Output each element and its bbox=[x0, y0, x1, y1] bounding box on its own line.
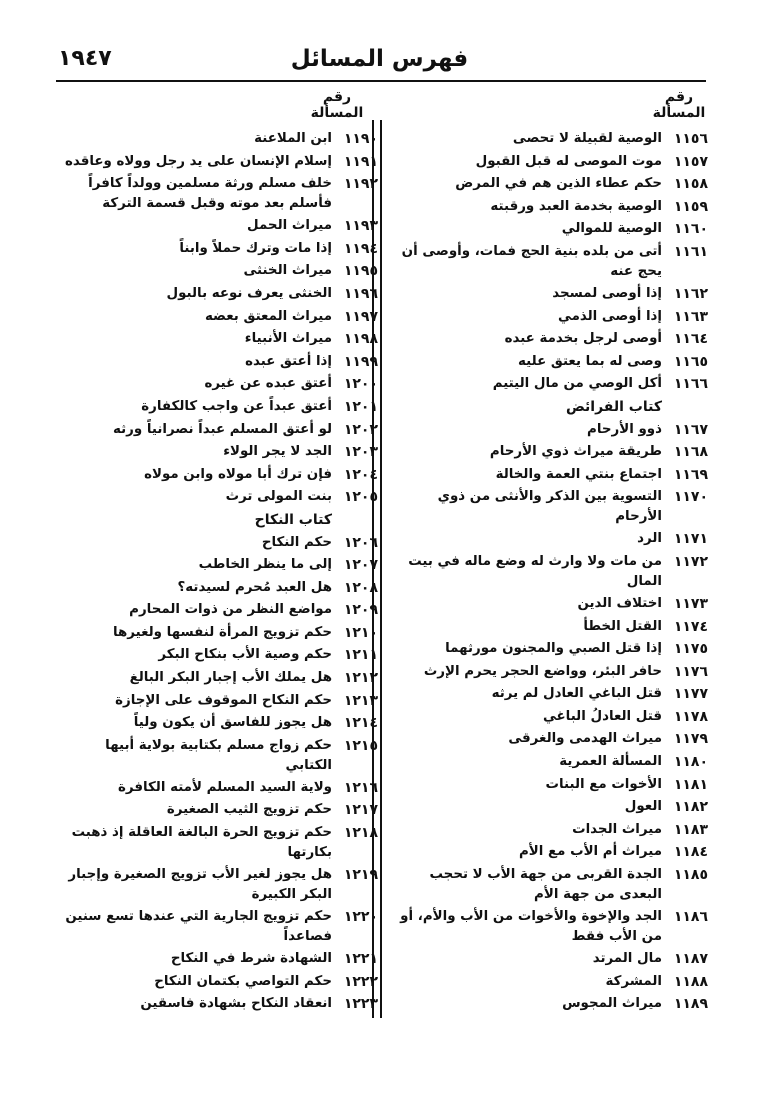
entry-title: التسوية بين الذكر والأنثى من ذوي الأرحام bbox=[437, 489, 662, 525]
entry-title: هل يجوز لغير الأب تزويج الصغيرة وإجبار البكر الكبيرة bbox=[68, 867, 332, 903]
right-index-column bbox=[392, 128, 708, 1016]
entry-title: إذا مات وترك حملاً وابناً bbox=[179, 240, 332, 256]
entry-title: الشهادة شرط في النكاح bbox=[170, 951, 332, 967]
index-entry bbox=[392, 864, 708, 906]
entry-number: ١١٦٧ bbox=[673, 421, 708, 438]
entry-number: ١٢١٢ bbox=[343, 670, 378, 687]
entry-number: ١١٩٨ bbox=[343, 331, 378, 348]
index-entry bbox=[392, 173, 708, 196]
index-entry bbox=[62, 777, 378, 800]
entry-number: ١٢١٧ bbox=[343, 802, 378, 819]
entry-number: ١٢٠٠ bbox=[343, 376, 378, 393]
entry-title: حكم تزويج الثيب الصغيرة bbox=[166, 802, 332, 818]
index-entry bbox=[62, 622, 378, 645]
index-entry bbox=[62, 351, 378, 374]
index-entry bbox=[62, 735, 378, 777]
entry-number: ١١٩٠ bbox=[343, 131, 378, 147]
entry-number: ١٢١٥ bbox=[343, 737, 378, 754]
entry-number: ١٢٢٢ bbox=[343, 973, 378, 990]
entry-title: بنت المولى ترث bbox=[225, 489, 332, 505]
entry-number: ١٢٢١ bbox=[343, 951, 378, 968]
entry-number: ١١٦٤ bbox=[673, 331, 708, 348]
entry-title: ابن الملاعنة bbox=[254, 131, 332, 146]
index-entry bbox=[62, 260, 378, 283]
entry-number: ١١٦١ bbox=[673, 243, 708, 260]
entry-title: أوصى لرجل بخدمة عبده bbox=[504, 331, 662, 347]
index-entry bbox=[392, 306, 708, 329]
entry-number: ١١٩٧ bbox=[343, 308, 378, 325]
entry-title: أكل الوصي من مال اليتيم bbox=[492, 376, 662, 392]
entry-title: إذا أوصى لمسجد bbox=[552, 285, 662, 301]
index-entry bbox=[62, 690, 378, 713]
entry-number: ١١٧٨ bbox=[673, 708, 708, 725]
entry-title: حكم عطاء الذين هم في المرض bbox=[455, 176, 662, 192]
index-entry bbox=[62, 238, 378, 261]
index-entry bbox=[62, 577, 378, 600]
entry-number: ١١٦٨ bbox=[673, 444, 708, 461]
index-entry bbox=[62, 799, 378, 822]
column-divider-outer bbox=[380, 120, 382, 1018]
index-entry bbox=[392, 196, 708, 219]
entry-title: إسلام الإنسان على يد رجل وولاه وعاقده bbox=[64, 153, 332, 169]
entry-title: وصى له بما يعتق عليه bbox=[518, 353, 662, 369]
entry-title: هل يملك الأب إجبار البكر البالغ bbox=[129, 670, 332, 686]
entry-number: ١١٨٨ bbox=[673, 973, 708, 990]
entry-number: ١١٥٦ bbox=[673, 131, 708, 147]
index-entry bbox=[62, 644, 378, 667]
index-entry bbox=[392, 906, 708, 948]
entry-title: خلف مسلم ورثة مسلمين وولداً كافراً فأسلم بعد موته وقبل قسمة التركة bbox=[88, 176, 332, 212]
index-entry bbox=[62, 948, 378, 971]
entry-number: ١٢٠٨ bbox=[343, 579, 378, 596]
entry-title: فإن ترك أبا مولاه وابن مولاه bbox=[144, 466, 332, 482]
index-entry bbox=[392, 728, 708, 751]
entry-number: ١١٨١ bbox=[673, 776, 708, 793]
entry-title: لو أعتق المسلم عبداً نصرانياً ورثه bbox=[113, 421, 332, 437]
index-entry bbox=[62, 599, 378, 622]
index-entry bbox=[392, 441, 708, 464]
index-entry bbox=[392, 706, 708, 729]
entry-number: ١١٥٨ bbox=[673, 176, 708, 193]
entry-title: أتى من بلده بنية الحج فمات، وأوصى أن يحج عنه bbox=[401, 243, 662, 279]
right-column-number-label: رقم المسألة bbox=[652, 89, 706, 121]
entry-title: الوصية بخدمة العبد ورقبته bbox=[490, 198, 662, 214]
index-entry bbox=[62, 373, 378, 396]
page-title: فهرس المسائل bbox=[290, 46, 469, 72]
entry-number: ١٢٠٥ bbox=[343, 489, 378, 506]
section-heading: كتاب الفرائض bbox=[565, 398, 662, 415]
entry-number: ١١٦٣ bbox=[673, 308, 708, 325]
entry-title: الوصية لقبيلة لا تحصى bbox=[512, 131, 662, 146]
index-entry bbox=[62, 993, 378, 1016]
entry-number: ١٢١٨ bbox=[343, 825, 378, 842]
entry-number: ١٢٢٠ bbox=[343, 909, 378, 926]
index-entry bbox=[392, 819, 708, 842]
index-entry bbox=[62, 419, 378, 442]
entry-title: مواضع النظر من ذوات المحارم bbox=[129, 602, 332, 618]
entry-number: ١٢٠٦ bbox=[343, 534, 378, 551]
index-entry bbox=[62, 173, 378, 215]
index-entry bbox=[392, 638, 708, 661]
entry-title: موت الموصى له قبل القبول bbox=[475, 153, 662, 169]
entry-title: حكم زواج مسلم بكتابية بولاية أبيها الكتابي bbox=[105, 737, 332, 773]
entry-title: إذا أوصى الذمي bbox=[558, 308, 662, 324]
entry-number: ١١٧٩ bbox=[673, 731, 708, 748]
index-entry bbox=[62, 822, 378, 864]
entry-number: ١١٨٥ bbox=[673, 867, 708, 884]
index-entry bbox=[392, 241, 708, 283]
index-entry bbox=[62, 486, 378, 509]
index-entry bbox=[392, 151, 708, 174]
entry-number: ١١٧٠ bbox=[673, 489, 708, 506]
entry-number: ١١٧٧ bbox=[673, 686, 708, 703]
index-entry bbox=[392, 948, 708, 971]
index-entry bbox=[62, 971, 378, 994]
entry-title: المشركة bbox=[605, 973, 662, 989]
entry-number: ١١٧٦ bbox=[673, 663, 708, 680]
entry-title: اجتماع بنتي العمة والخالة bbox=[495, 466, 662, 482]
index-entry bbox=[392, 373, 708, 396]
index-entry bbox=[62, 151, 378, 174]
index-entry bbox=[62, 283, 378, 306]
index-entry bbox=[392, 593, 708, 616]
entry-number: ١١٨٤ bbox=[673, 844, 708, 861]
index-entry bbox=[62, 128, 378, 151]
header-rule bbox=[56, 80, 706, 82]
entry-title: حكم تزويج الحرة البالغة العاقلة إذ ذهبت بكارتها bbox=[71, 825, 332, 861]
entry-title: الجد والإخوة والأخوات من الأب والأم، أو من الأب فقط bbox=[400, 909, 662, 945]
entry-title: الجد لا يجر الولاء bbox=[223, 444, 332, 460]
entry-number: ١٢٢٣ bbox=[343, 996, 378, 1013]
index-entry bbox=[62, 306, 378, 329]
entry-number: ١١٩٦ bbox=[343, 285, 378, 302]
entry-title: القتل الخطأ bbox=[583, 618, 662, 634]
entry-title: قتل العادلُ الباغي bbox=[542, 708, 662, 724]
index-entry bbox=[62, 215, 378, 238]
entry-number: ١١٨٩ bbox=[673, 996, 708, 1013]
entry-title: حكم النكاح bbox=[261, 534, 332, 550]
index-entry bbox=[62, 554, 378, 577]
entry-number: ١١٧٥ bbox=[673, 641, 708, 658]
entry-title: ذوو الأرحام bbox=[587, 421, 662, 437]
entry-title: الوصية للموالي bbox=[561, 221, 662, 237]
index-entry bbox=[392, 751, 708, 774]
entry-number: ١١٥٩ bbox=[673, 198, 708, 215]
index-entry bbox=[392, 328, 708, 351]
entry-title: ميراث الأنبياء bbox=[244, 331, 332, 347]
entry-number: ١٢١٩ bbox=[343, 867, 378, 884]
entry-title: ولاية السيد المسلم لأمته الكافرة bbox=[117, 779, 332, 795]
entry-number: ١٢٠١ bbox=[343, 398, 378, 415]
entry-title: اختلاف الدين bbox=[577, 595, 662, 611]
entry-title: هل العبد مُحرم لسيدته؟ bbox=[177, 579, 332, 595]
entry-title: المسألة العمرية bbox=[559, 754, 662, 770]
entry-number: ١١٧٢ bbox=[673, 553, 708, 570]
index-entry bbox=[392, 464, 708, 487]
entry-number: ١١٦٩ bbox=[673, 466, 708, 483]
index-entry bbox=[392, 661, 708, 684]
index-entry bbox=[62, 396, 378, 419]
entry-title: قتل الباغي العادل لم يرثه bbox=[491, 686, 662, 702]
entry-number: ١١٨٠ bbox=[673, 754, 708, 771]
entry-title: إذا أعتق عبده bbox=[245, 353, 332, 369]
entry-title: مال المرتد bbox=[592, 951, 662, 967]
index-entry bbox=[62, 532, 378, 555]
index-entry bbox=[392, 218, 708, 241]
entry-title: إلى ما ينظر الخاطب bbox=[198, 557, 332, 573]
index-entry bbox=[392, 128, 708, 151]
entry-number: ١١٩٥ bbox=[343, 263, 378, 280]
entry-number: ١١٩٩ bbox=[343, 353, 378, 370]
entry-title: ميراث الخنثى bbox=[243, 263, 332, 279]
entry-title: حافر البئر، وواضع الحجر يحرم الإرث bbox=[423, 663, 662, 679]
index-entry bbox=[392, 774, 708, 797]
index-entry bbox=[392, 351, 708, 374]
entry-number: ١١٦٦ bbox=[673, 376, 708, 393]
index-entry bbox=[62, 441, 378, 464]
index-entry bbox=[392, 528, 708, 551]
index-entry bbox=[392, 841, 708, 864]
entry-title: انعقاد النكاح بشهادة فاسقين bbox=[140, 996, 332, 1012]
entry-title: الأخوات مع البنات bbox=[545, 776, 662, 792]
entry-number: ١١٩٤ bbox=[343, 240, 378, 257]
entry-title: إذا قتل الصبي والمجنون مورثهما bbox=[445, 641, 662, 657]
index-entry bbox=[62, 864, 378, 906]
index-entry bbox=[392, 971, 708, 994]
entry-number: ١١٨٦ bbox=[673, 909, 708, 926]
entry-number: ١١٦٢ bbox=[673, 285, 708, 302]
index-entry bbox=[392, 683, 708, 706]
entry-title: الجدة القربى من جهة الأب لا تحجب البعدى من جهة الأم bbox=[429, 867, 662, 903]
left-index-column bbox=[62, 128, 378, 1016]
entry-number: ١٢١٦ bbox=[343, 779, 378, 796]
entry-title: حكم النكاح الموقوف على الإجازة bbox=[115, 692, 332, 708]
index-entry bbox=[392, 616, 708, 639]
entry-number: ١١٧٤ bbox=[673, 618, 708, 635]
index-entry bbox=[392, 551, 708, 593]
entry-title: الرد bbox=[637, 531, 662, 547]
index-entry bbox=[392, 796, 708, 819]
left-column-number-label: رقم المسألة bbox=[310, 89, 364, 121]
entry-number: ١٢٠٧ bbox=[343, 557, 378, 574]
entry-title: ميراث المعتق بعضه bbox=[204, 308, 332, 324]
index-entry bbox=[62, 712, 378, 735]
entry-number: ١٢١٤ bbox=[343, 715, 378, 732]
entry-number: ١١٨٣ bbox=[673, 821, 708, 838]
entry-number: ١١٦٥ bbox=[673, 353, 708, 370]
index-entry bbox=[62, 906, 378, 948]
entry-number: ١١٨٧ bbox=[673, 951, 708, 968]
entry-number: ١٢٠٢ bbox=[343, 421, 378, 438]
entry-title: العول bbox=[624, 799, 662, 815]
entry-title: أعتق عبداً عن واجب كالكفارة bbox=[141, 398, 332, 414]
entry-title: حكم التواصي بكتمان النكاح bbox=[154, 973, 332, 989]
entry-title: حكم تزويج الجارية التي عندها تسع سنين فصاعداً bbox=[65, 909, 332, 945]
entry-title: هل يجوز للفاسق أن يكون ولياً bbox=[133, 715, 332, 731]
index-entry bbox=[62, 464, 378, 487]
entry-title: ميراث الهدمى والغرقى bbox=[508, 731, 662, 747]
entry-title: من مات ولا وارث له وضع ماله في بيت المال bbox=[408, 553, 662, 589]
entry-number: ١٢١٣ bbox=[343, 692, 378, 709]
entry-title: ميراث أم الأب مع الأم bbox=[518, 844, 662, 860]
entry-number: ١١٥٧ bbox=[673, 153, 708, 170]
entry-number: ١١٩٣ bbox=[343, 218, 378, 235]
index-entry bbox=[392, 993, 708, 1016]
entry-title: حكم تزويج المرأة لنفسها ولغيرها bbox=[112, 624, 332, 640]
entry-title: أعتق عبده عن غيره bbox=[204, 376, 332, 392]
entry-number: ١١٧١ bbox=[673, 531, 708, 548]
entry-number: ١٢٠٩ bbox=[343, 602, 378, 619]
entry-number: ١٢١١ bbox=[343, 647, 378, 664]
entry-number: ١١٩١ bbox=[343, 153, 378, 170]
index-entry bbox=[392, 419, 708, 442]
entry-number: ١٢٠٣ bbox=[343, 444, 378, 461]
entry-number: ١١٩٢ bbox=[343, 176, 378, 193]
entry-number: ١١٦٠ bbox=[673, 221, 708, 238]
entry-title: ميراث الجدات bbox=[572, 821, 662, 837]
entry-title: طريقة ميراث ذوي الأرحام bbox=[489, 444, 662, 460]
index-entry bbox=[62, 667, 378, 690]
page-number: ١٩٤٧ bbox=[58, 46, 112, 71]
entry-number: ١٢١٠ bbox=[343, 624, 378, 641]
entry-number: ١١٨٢ bbox=[673, 799, 708, 816]
entry-number: ١١٧٣ bbox=[673, 595, 708, 612]
entry-title: الخنثى يعرف نوعه بالبول bbox=[166, 285, 332, 301]
entry-title: حكم وصية الأب بنكاح البكر bbox=[158, 647, 332, 663]
index-entry bbox=[392, 486, 708, 528]
index-entry bbox=[62, 328, 378, 351]
entry-title: ميراث المجوس bbox=[562, 996, 662, 1012]
section-heading: كتاب النكاح bbox=[254, 511, 332, 528]
entry-title: ميراث الحمل bbox=[247, 218, 332, 234]
entry-number: ١٢٠٤ bbox=[343, 466, 378, 483]
index-entry bbox=[392, 283, 708, 306]
